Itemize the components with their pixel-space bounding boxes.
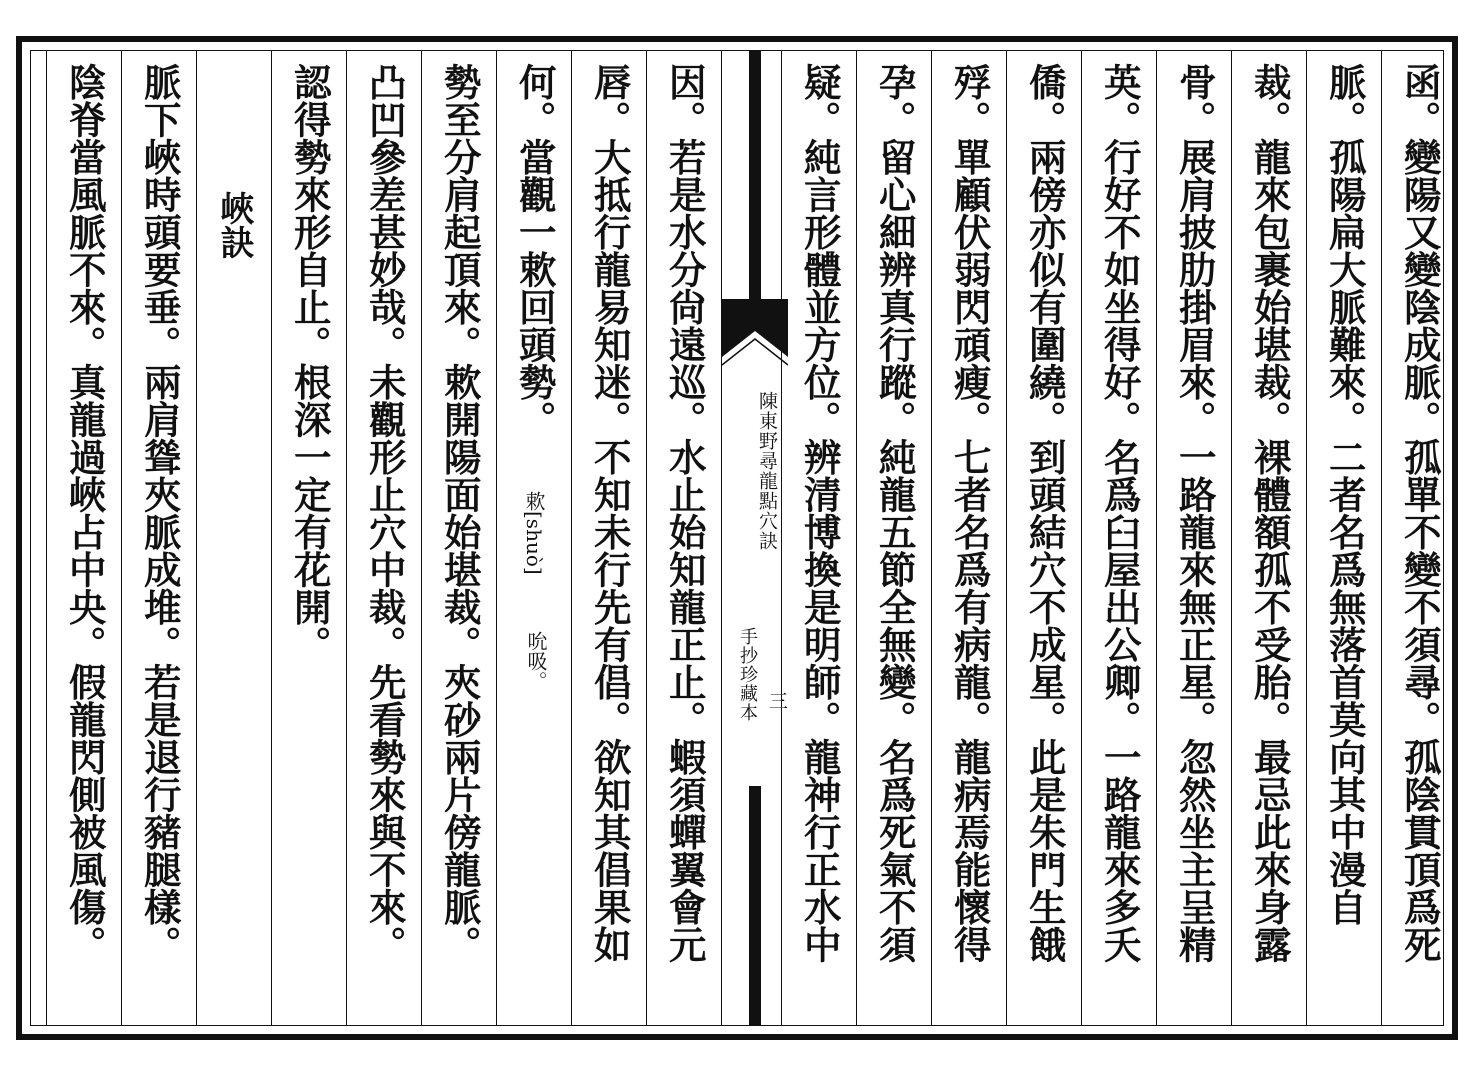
text-block xyxy=(30,50,1444,1026)
gloss-char: 欶 xyxy=(522,491,546,511)
column-text: 陰脊當風脈不來。真龍過峽占中央。假龍閃側被風傷。 xyxy=(62,63,107,963)
column-text: 骨。展肩披肋掛眉來。一路龍來無正星。忽然坐主呈精 xyxy=(1172,63,1217,963)
page-frame xyxy=(16,36,1458,1040)
text-column xyxy=(121,51,196,1025)
book-spine xyxy=(721,51,789,1025)
column-text: 脈。孤陽扁大脈難來。二者名爲無落首莫向其中漫自 xyxy=(1322,63,1367,926)
text-column xyxy=(856,51,931,1025)
column-text: 裁。龍來包裹始堪裁。裸體額孤不受胎。最忌此來身露 xyxy=(1247,63,1292,963)
heading-column xyxy=(196,51,271,1025)
text-column xyxy=(1006,51,1081,1025)
column-text: 唇。大抵行龍易知迷。不知未行先有倡。欲知其倡果如 xyxy=(587,63,632,963)
column-text: 凸凹參差甚妙哉。未觀形止穴中裁。先看勢來與不來。 xyxy=(362,63,407,963)
text-column xyxy=(1231,51,1306,1025)
column-text: 英。行好不如坐得好。名爲臼屋出公卿。一路龍來多夭 xyxy=(1097,63,1142,963)
section-heading: 峽訣 xyxy=(214,191,254,259)
text-column xyxy=(646,51,721,1025)
column-text: 函。變陽又變陰成脈。孤單不變不須尋。孤陰貫頂爲死 xyxy=(1397,63,1442,963)
column-text: 殍。單顧伏弱閃頑瘦。七者名爲有病龍。龍病焉能懷得 xyxy=(947,63,992,963)
fishtail-ornament xyxy=(722,299,788,369)
text-column xyxy=(1081,51,1156,1025)
book-title: 陳東野尋龍點穴訣 xyxy=(755,391,778,551)
column-text: 認得勢來形自止。根深一定有花開。 xyxy=(287,63,332,663)
column-text: 何。當觀一欶回頭勢。 xyxy=(512,63,557,438)
text-column xyxy=(421,51,496,1025)
text-column xyxy=(271,51,346,1025)
edition-label: 手抄珍藏本 xyxy=(737,627,758,722)
column-text: 脈下峽時頭要垂。兩肩聳夾脈成堆。若是退行豬腿樣。 xyxy=(137,63,182,963)
text-column xyxy=(1156,51,1231,1025)
column-text: 因。若是水分尙遠巡。水止始知龍正止。蝦須蟬翼會元 xyxy=(662,63,707,963)
column-text: 疑。純言形體並方位。辨清博換是明師。龍神行正水中 xyxy=(797,63,842,963)
spine-bar xyxy=(749,786,761,1025)
text-column xyxy=(1381,51,1456,1025)
column-text: 僑。兩傍亦似有圍繞。到頭結穴不成星。此是朱門生餓 xyxy=(1022,63,1067,963)
text-column xyxy=(1306,51,1381,1025)
column-text: 勢至分肩起頂來。欶開陽面始堪裁。夾砂兩片傍龍脈。 xyxy=(437,63,482,963)
column-text: 孕。留心細辨真行蹤。純龍五節全無變。名爲死氣不須 xyxy=(872,63,917,963)
gloss-meaning: 吮吸。 xyxy=(524,631,548,691)
text-column xyxy=(346,51,421,1025)
gloss-column-overlay xyxy=(496,51,571,1025)
spine-bar xyxy=(749,51,761,301)
text-column xyxy=(931,51,1006,1025)
text-column xyxy=(46,51,121,1025)
gloss-reading: [shuò] xyxy=(522,511,546,575)
text-column xyxy=(571,51,646,1025)
text-column xyxy=(781,51,856,1025)
page-number: 三 xyxy=(766,691,788,710)
